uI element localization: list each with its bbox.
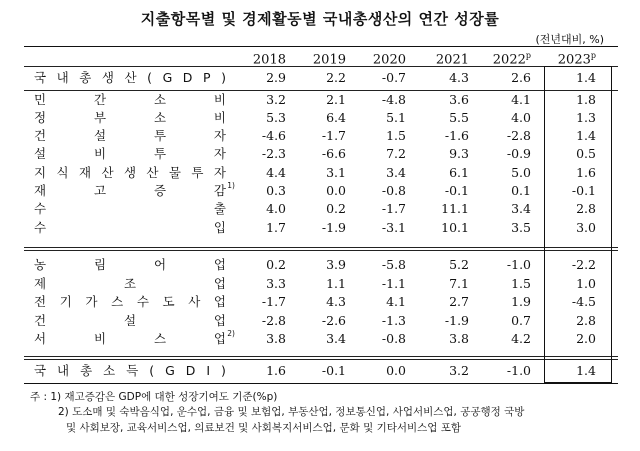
value-cell: 3.9 bbox=[326, 257, 346, 272]
value-cell: -3.1 bbox=[381, 220, 406, 235]
row-label: 수 출 bbox=[34, 201, 226, 216]
value-cell: 6.1 bbox=[449, 165, 469, 180]
value-cell: -2.8 bbox=[506, 128, 531, 143]
table-title: 지출항목별 및 경제활동별 국내총생산의 연간 성장률 bbox=[140, 10, 500, 28]
row-label: 제 조 업 bbox=[34, 276, 226, 291]
value-cell: -0.8 bbox=[381, 183, 406, 198]
table-row bbox=[24, 219, 618, 237]
value-cell: -0.1 bbox=[321, 363, 346, 378]
value-cell: -1.7 bbox=[261, 294, 286, 309]
value-cell: 2.8 bbox=[576, 313, 596, 328]
value-cell: 0.7 bbox=[511, 313, 531, 328]
value-cell: 1.3 bbox=[576, 110, 596, 125]
value-cell: 4.2 bbox=[511, 331, 531, 346]
value-cell: 4.3 bbox=[449, 70, 469, 85]
value-cell: 0.0 bbox=[326, 183, 346, 198]
value-cell: 5.5 bbox=[449, 110, 469, 125]
value-cell: 3.4 bbox=[386, 165, 406, 180]
value-cell: 4.3 bbox=[326, 294, 346, 309]
value-cell: -2.2 bbox=[571, 257, 596, 272]
footnote-1: 주 : 1) 재고증감은 GDP에 대한 성장기여도 기준(%p) bbox=[30, 391, 278, 403]
row-label: 국 내 총 생 산 ( G D P ) bbox=[34, 70, 226, 85]
value-cell: 3.6 bbox=[449, 92, 469, 107]
row-label: 설 비 투 자 bbox=[34, 146, 226, 161]
value-cell: 2.8 bbox=[576, 201, 596, 216]
value-cell: -2.6 bbox=[321, 313, 346, 328]
value-cell: -1.9 bbox=[321, 220, 346, 235]
section-rule bbox=[24, 247, 618, 251]
footnote-marker: 1) bbox=[227, 181, 235, 190]
value-cell: -1.7 bbox=[381, 201, 406, 216]
footnote-2: 2) 도소매 및 숙박음식업, 운수업, 금융 및 보험업, 부동산업, 정보통신업, 사업서비스업, 공공행정 국방 bbox=[58, 406, 525, 418]
footnote-2-cont: 및 사회보장, 교육서비스업, 의료보건 및 사회복지서비스업, 문화 및 기타서비스업 포함 bbox=[66, 422, 462, 434]
table-row bbox=[24, 109, 618, 127]
value-cell: 9.3 bbox=[449, 146, 469, 161]
value-cell: 5.1 bbox=[386, 110, 406, 125]
table-row bbox=[24, 69, 618, 87]
table-row bbox=[24, 182, 618, 200]
value-cell: 4.0 bbox=[266, 201, 286, 216]
value-cell: 7.2 bbox=[386, 146, 406, 161]
value-cell: 3.8 bbox=[449, 331, 469, 346]
value-cell: 1.0 bbox=[576, 276, 596, 291]
value-cell: 2.7 bbox=[449, 294, 469, 309]
table-row bbox=[24, 256, 618, 274]
value-cell: 2.9 bbox=[266, 70, 286, 85]
unit-label: (전년대비, %) bbox=[535, 33, 604, 46]
row-label: 건 설 업 bbox=[34, 313, 226, 328]
value-cell: 0.2 bbox=[326, 201, 346, 216]
value-cell: 3.1 bbox=[326, 165, 346, 180]
value-cell: 3.4 bbox=[511, 201, 531, 216]
value-cell: -4.6 bbox=[261, 128, 286, 143]
value-cell: 2.1 bbox=[326, 92, 346, 107]
value-cell: 3.4 bbox=[326, 331, 346, 346]
value-cell: 10.1 bbox=[441, 220, 469, 235]
value-cell: -0.9 bbox=[506, 146, 531, 161]
header-row bbox=[24, 47, 618, 68]
footnote-marker: 2) bbox=[227, 329, 235, 338]
row-label: 민 간 소 비 bbox=[34, 92, 226, 107]
value-cell: 1.8 bbox=[576, 92, 596, 107]
value-cell: 1.6 bbox=[266, 363, 286, 378]
value-cell: 2.0 bbox=[576, 331, 596, 346]
value-cell: -2.8 bbox=[261, 313, 286, 328]
value-cell: -0.7 bbox=[381, 70, 406, 85]
value-cell: 3.2 bbox=[266, 92, 286, 107]
value-cell: 1.7 bbox=[266, 220, 286, 235]
row-label: 서 비 스 업 2) bbox=[34, 329, 235, 346]
row-label: 전 기 가 스 수 도 사 업 bbox=[34, 294, 226, 309]
value-cell: -1.0 bbox=[506, 363, 531, 378]
value-cell: 3.5 bbox=[511, 220, 531, 235]
value-cell: -0.8 bbox=[381, 331, 406, 346]
value-cell: 1.5 bbox=[386, 128, 406, 143]
value-cell: 1.6 bbox=[576, 165, 596, 180]
year-header: 2020 bbox=[372, 52, 406, 68]
value-cell: 0.5 bbox=[576, 146, 596, 161]
value-cell: -4.8 bbox=[381, 92, 406, 107]
table-row bbox=[24, 164, 618, 182]
value-cell: 1.1 bbox=[326, 276, 346, 291]
value-cell: 0.3 bbox=[266, 183, 286, 198]
year-header: 2018 bbox=[252, 52, 286, 68]
year-header: 2023$^p$ bbox=[557, 51, 596, 68]
value-cell: -1.9 bbox=[444, 313, 469, 328]
gdi-rule bbox=[24, 356, 618, 360]
value-cell: -1.1 bbox=[381, 276, 406, 291]
value-cell: -1.0 bbox=[506, 257, 531, 272]
value-cell: 3.8 bbox=[266, 331, 286, 346]
value-cell: 0.1 bbox=[511, 183, 531, 198]
value-cell: -0.1 bbox=[444, 183, 469, 198]
table-row bbox=[24, 312, 618, 330]
value-cell: -0.1 bbox=[571, 183, 596, 198]
value-cell: 6.4 bbox=[326, 110, 346, 125]
table-row bbox=[24, 200, 618, 218]
value-cell: 1.9 bbox=[511, 294, 531, 309]
row-label: 정 부 소 비 bbox=[34, 110, 226, 125]
value-cell: 5.2 bbox=[449, 257, 469, 272]
value-cell: 2.6 bbox=[511, 70, 531, 85]
value-cell: 3.2 bbox=[449, 363, 469, 378]
value-cell: 4.1 bbox=[386, 294, 406, 309]
year-header: 2022$^p$ bbox=[492, 51, 531, 68]
value-cell: 5.3 bbox=[266, 110, 286, 125]
value-cell: 0.0 bbox=[386, 363, 406, 378]
value-cell: 1.4 bbox=[576, 70, 596, 85]
table-row bbox=[24, 330, 618, 348]
value-cell: 1.4 bbox=[576, 128, 596, 143]
value-cell: 3.0 bbox=[576, 220, 596, 235]
row-label: 수 입 bbox=[34, 220, 226, 235]
table-row bbox=[24, 293, 618, 311]
row-label: 건 설 투 자 bbox=[34, 128, 226, 143]
value-cell: -5.8 bbox=[381, 257, 406, 272]
value-cell: 2.2 bbox=[326, 70, 346, 85]
value-cell: 4.4 bbox=[266, 165, 286, 180]
value-cell: 3.3 bbox=[266, 276, 286, 291]
value-cell: 5.0 bbox=[511, 165, 531, 180]
value-cell: 11.1 bbox=[441, 201, 469, 216]
value-cell: 0.2 bbox=[266, 257, 286, 272]
row-label: 농 림 어 업 bbox=[34, 257, 226, 272]
table-row bbox=[24, 91, 618, 109]
table-row bbox=[24, 362, 618, 380]
value-cell: 4.1 bbox=[511, 92, 531, 107]
row-label: 재 고 증 감 1) bbox=[34, 181, 235, 198]
value-cell: 4.0 bbox=[511, 110, 531, 125]
table-bottom-rule bbox=[24, 383, 618, 384]
row-label: 지 식 재 산 생 산 물 투 자 bbox=[34, 165, 226, 180]
year-header: 2021 bbox=[435, 52, 469, 68]
value-cell: -6.6 bbox=[321, 146, 346, 161]
row-label: 국 내 총 소 득 ( G D I ) bbox=[34, 363, 226, 378]
value-cell: -2.3 bbox=[261, 146, 286, 161]
year-header: 2019 bbox=[312, 52, 346, 68]
table-row bbox=[24, 127, 618, 145]
value-cell: 7.1 bbox=[449, 276, 469, 291]
table-row bbox=[24, 275, 618, 293]
value-cell: -1.6 bbox=[444, 128, 469, 143]
value-cell: 1.5 bbox=[511, 276, 531, 291]
value-cell: -1.7 bbox=[321, 128, 346, 143]
value-cell: 1.4 bbox=[576, 363, 596, 378]
value-cell: -1.3 bbox=[381, 313, 406, 328]
table-row bbox=[24, 145, 618, 163]
value-cell: -4.5 bbox=[571, 294, 596, 309]
